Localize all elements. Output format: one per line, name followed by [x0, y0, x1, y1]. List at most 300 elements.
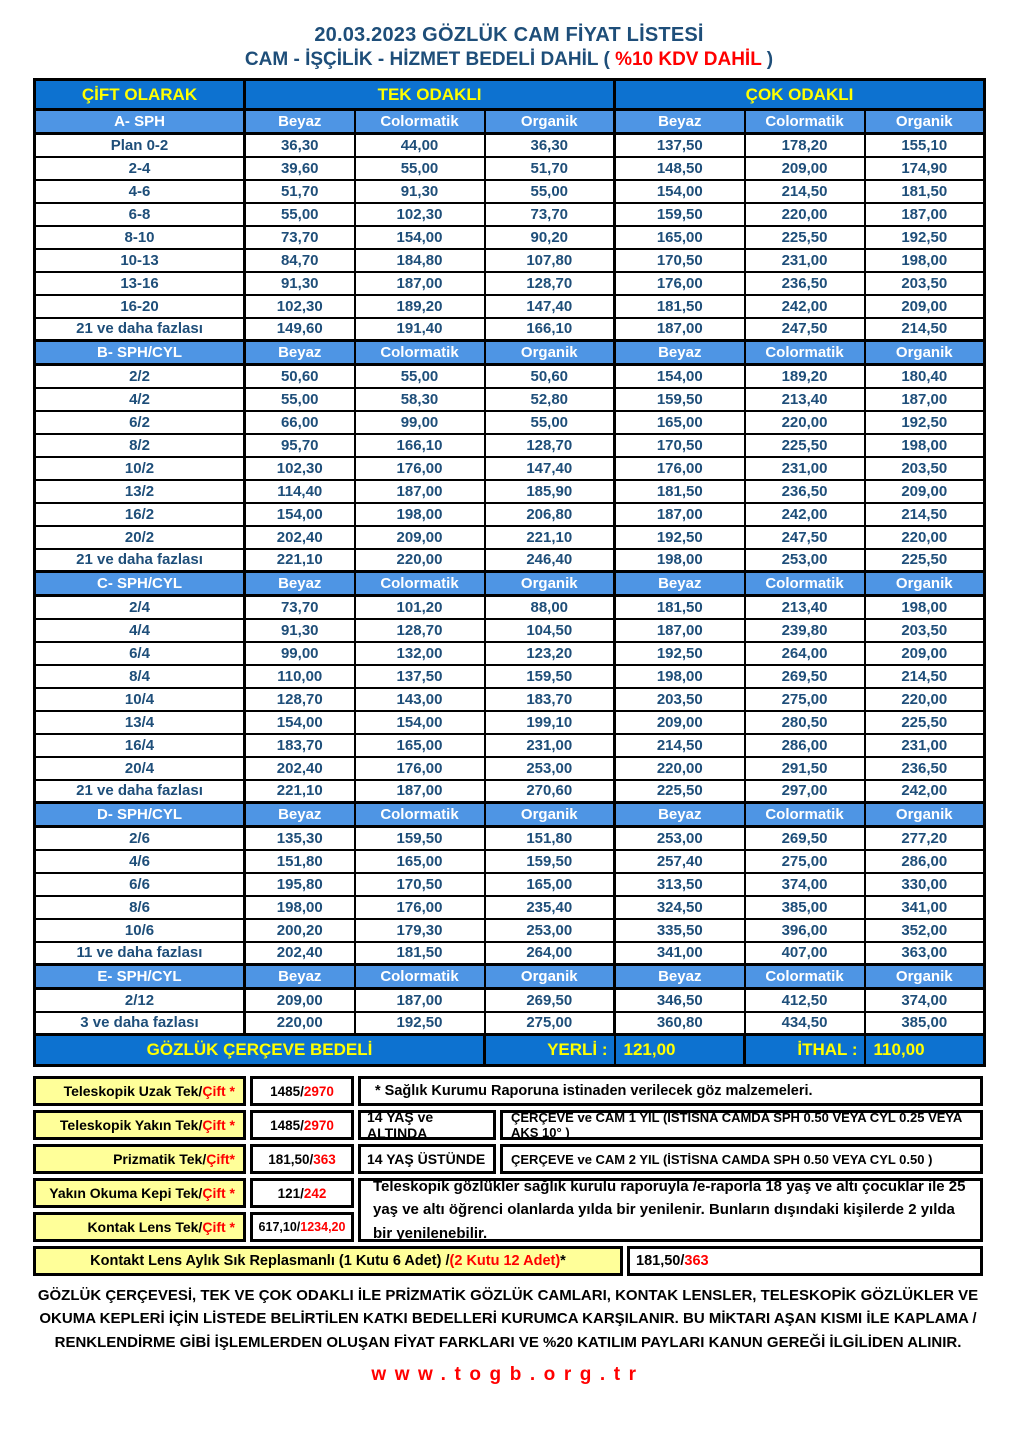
price-cell: 55,00 [355, 157, 485, 180]
section-header-row [35, 341, 985, 365]
value-text: 181,50/ [268, 1151, 314, 1167]
price-cell: 36,30 [245, 134, 355, 157]
value-text: 617,10/ [258, 1220, 301, 1234]
price-cell: 231,00 [745, 457, 865, 480]
price-cell: 221,10 [245, 549, 355, 572]
price-cell: 202,40 [245, 942, 355, 965]
price-cell: 159,50 [615, 388, 745, 411]
price-cell: 128,70 [355, 619, 485, 642]
price-cell: 209,00 [865, 480, 985, 503]
sub-header: Beyaz [245, 803, 355, 827]
telescope-renewal-note: Teleskopik gözlükler sağlık kurulu raporuyla /e-raporla 18 yaş ve altı çocuklar ile 25 yaş ve altı öğrenci olanlarda yılda bir yenilenir. Bunların dışındaki kişilerde 2 yılda bir yenilenebilir. [358, 1178, 983, 1242]
price-cell: 104,50 [485, 619, 615, 642]
value-accent: 2970 [303, 1117, 334, 1133]
price-cell: 220,00 [865, 526, 985, 549]
sub-header: Beyaz [615, 110, 745, 134]
price-cell: 55,00 [355, 365, 485, 388]
price-cell: 253,00 [485, 757, 615, 780]
sub-header: Organik [865, 803, 985, 827]
yerli-label: YERLİ : [485, 1035, 615, 1066]
price-cell: 107,80 [485, 249, 615, 272]
sub-header: Colormatik [745, 341, 865, 365]
price-cell: 221,10 [485, 526, 615, 549]
price-row [35, 134, 985, 157]
value-accent: 242 [303, 1185, 327, 1201]
section-name: B- SPH/CYL [35, 341, 245, 365]
price-row [35, 873, 985, 896]
row-label: 4-6 [35, 180, 245, 203]
price-cell: 159,50 [355, 827, 485, 850]
price-row [35, 318, 985, 341]
row-label: 11 ve daha fazlası [35, 942, 245, 965]
price-cell: 231,00 [865, 734, 985, 757]
price-cell: 151,80 [485, 827, 615, 850]
price-row [35, 365, 985, 388]
ithal-label: İTHAL : [745, 1035, 865, 1066]
price-cell: 214,50 [865, 665, 985, 688]
price-cell: 195,80 [245, 873, 355, 896]
price-cell: 73,70 [245, 226, 355, 249]
price-cell: 155,10 [865, 134, 985, 157]
value-accent: 2970 [303, 1083, 334, 1099]
price-cell: 101,20 [355, 596, 485, 619]
price-cell: 198,00 [865, 434, 985, 457]
price-cell: 51,70 [485, 157, 615, 180]
price-row [35, 249, 985, 272]
price-cell: 181,50 [865, 180, 985, 203]
sub-header: Colormatik [355, 803, 485, 827]
price-cell: 291,50 [745, 757, 865, 780]
age-note-over-14: ÇERÇEVE ve CAM 2 YIL (İSTİSNA CAMDA SPH 0.50 VEYA CYL 0.50 ) [500, 1144, 983, 1174]
price-cell: 264,00 [485, 942, 615, 965]
price-row [35, 989, 985, 1012]
row-label: 2/4 [35, 596, 245, 619]
section-header-row [35, 572, 985, 596]
price-cell: 181,50 [615, 480, 745, 503]
price-cell: 99,00 [355, 411, 485, 434]
price-cell: 192,50 [355, 1012, 485, 1035]
website-url: www.togb.org.tr [371, 1363, 645, 1385]
sub-header: Beyaz [245, 572, 355, 596]
price-cell: 236,50 [865, 757, 985, 780]
price-cell: 286,00 [865, 850, 985, 873]
price-cell: 176,00 [615, 272, 745, 295]
label-accent: Çift * [202, 1117, 235, 1133]
price-cell: 286,00 [745, 734, 865, 757]
price-cell: 324,50 [615, 896, 745, 919]
price-cell: 269,50 [745, 827, 865, 850]
price-cell: 90,20 [485, 226, 615, 249]
price-row [35, 388, 985, 411]
price-cell: 209,00 [745, 157, 865, 180]
price-cell: 102,30 [245, 457, 355, 480]
section-name: C- SPH/CYL [35, 572, 245, 596]
row-label: 8/4 [35, 665, 245, 688]
special-label [33, 1076, 246, 1106]
price-cell: 165,00 [355, 850, 485, 873]
row-label: 6-8 [35, 203, 245, 226]
row-label: 20/2 [35, 526, 245, 549]
price-cell: 220,00 [865, 688, 985, 711]
row-label: 2-4 [35, 157, 245, 180]
price-cell: 203,50 [865, 457, 985, 480]
price-cell: 176,00 [615, 457, 745, 480]
row-label: 8-10 [35, 226, 245, 249]
sub-header: Beyaz [615, 572, 745, 596]
label-suffix: * [560, 1253, 566, 1269]
price-cell: 412,50 [745, 989, 865, 1012]
value-text: 1485/ [270, 1083, 304, 1099]
price-cell: 236,50 [745, 480, 865, 503]
special-rows-with-telescope-note [33, 1178, 983, 1242]
price-cell: 181,50 [355, 942, 485, 965]
price-cell: 214,50 [615, 734, 745, 757]
price-cell: 187,00 [615, 318, 745, 341]
price-cell: 335,50 [615, 919, 745, 942]
sub-header: Colormatik [355, 110, 485, 134]
row-label: 4/6 [35, 850, 245, 873]
price-row [35, 688, 985, 711]
price-cell: 202,40 [245, 757, 355, 780]
price-cell: 52,80 [485, 388, 615, 411]
price-cell: 187,00 [615, 503, 745, 526]
price-cell: 192,50 [615, 642, 745, 665]
special-row-kontak-lens [33, 1212, 354, 1242]
price-cell: 360,80 [615, 1012, 745, 1035]
price-cell: 235,40 [485, 896, 615, 919]
price-cell: 198,00 [615, 549, 745, 572]
section-header-row [35, 110, 985, 134]
price-cell: 170,50 [355, 873, 485, 896]
section-header-row [35, 965, 985, 989]
price-cell: 247,50 [745, 526, 865, 549]
price-cell: 220,00 [615, 757, 745, 780]
special-row-prizmatik [33, 1144, 983, 1174]
price-cell: 184,80 [355, 249, 485, 272]
price-cell: 154,00 [615, 180, 745, 203]
price-cell: 183,70 [485, 688, 615, 711]
price-row [35, 1012, 985, 1035]
price-cell: 220,00 [245, 1012, 355, 1035]
price-cell: 187,00 [355, 989, 485, 1012]
row-label: 8/6 [35, 896, 245, 919]
price-cell: 275,00 [745, 688, 865, 711]
sub-header: Beyaz [245, 965, 355, 989]
sub-header: Beyaz [245, 341, 355, 365]
sub-header: Organik [865, 965, 985, 989]
price-cell: 385,00 [865, 1012, 985, 1035]
price-row [35, 434, 985, 457]
price-cell: 55,00 [245, 203, 355, 226]
yerli-value: 121,00 [615, 1035, 745, 1066]
price-cell: 236,50 [745, 272, 865, 295]
sub-header: Organik [485, 803, 615, 827]
price-cell: 213,40 [745, 596, 865, 619]
row-label: 13/2 [35, 480, 245, 503]
price-cell: 191,40 [355, 318, 485, 341]
row-label: Plan 0-2 [35, 134, 245, 157]
price-row [35, 896, 985, 919]
price-cell: 346,50 [615, 989, 745, 1012]
price-cell: 165,00 [355, 734, 485, 757]
special-label [33, 1212, 246, 1242]
special-value [250, 1144, 354, 1174]
price-cell: 178,20 [745, 134, 865, 157]
price-cell: 269,50 [485, 989, 615, 1012]
price-cell: 55,00 [485, 180, 615, 203]
price-cell: 231,00 [745, 249, 865, 272]
col-header-cift-olarak: ÇİFT OLARAK [35, 80, 245, 110]
special-row-teleskopik-yakin [33, 1110, 983, 1140]
price-cell: 170,50 [615, 434, 745, 457]
price-cell: 209,00 [865, 295, 985, 318]
price-cell: 183,70 [245, 734, 355, 757]
sub-header: Beyaz [615, 803, 745, 827]
price-cell: 95,70 [245, 434, 355, 457]
price-cell: 137,50 [615, 134, 745, 157]
price-row [35, 203, 985, 226]
price-cell: 221,10 [245, 780, 355, 803]
price-cell: 203,50 [865, 619, 985, 642]
sub-header: Organik [865, 572, 985, 596]
sub-header: Beyaz [615, 341, 745, 365]
row-label: 8/2 [35, 434, 245, 457]
price-cell: 159,50 [615, 203, 745, 226]
price-cell: 192,50 [615, 526, 745, 549]
price-cell: 181,50 [615, 596, 745, 619]
price-cell: 363,00 [865, 942, 985, 965]
price-cell: 123,20 [485, 642, 615, 665]
price-cell: 151,80 [245, 850, 355, 873]
contact-lens-value [627, 1246, 983, 1276]
price-cell: 198,00 [865, 249, 985, 272]
price-cell: 253,00 [745, 549, 865, 572]
price-cell: 247,50 [745, 318, 865, 341]
report-note: * Sağlık Kurumu Raporuna istinaden verilecek göz malzemeleri. [358, 1076, 983, 1106]
price-cell: 114,40 [245, 480, 355, 503]
price-cell: 185,90 [485, 480, 615, 503]
price-cell: 39,60 [245, 157, 355, 180]
row-label: 13/4 [35, 711, 245, 734]
price-cell: 154,00 [245, 711, 355, 734]
price-row [35, 942, 985, 965]
price-cell: 374,00 [745, 873, 865, 896]
row-label: 6/4 [35, 642, 245, 665]
special-label [33, 1178, 246, 1208]
price-cell: 180,40 [865, 365, 985, 388]
price-cell: 135,30 [245, 827, 355, 850]
price-cell: 396,00 [745, 919, 865, 942]
special-value [250, 1076, 354, 1106]
col-header-tek-odakli: TEK ODAKLI [245, 80, 615, 110]
price-row [35, 295, 985, 318]
price-cell: 187,00 [355, 780, 485, 803]
price-cell: 165,00 [615, 226, 745, 249]
price-row [35, 850, 985, 873]
price-cell: 264,00 [745, 642, 865, 665]
row-label: 16/2 [35, 503, 245, 526]
row-label: 16/4 [35, 734, 245, 757]
price-cell: 341,00 [615, 942, 745, 965]
price-cell: 275,00 [485, 1012, 615, 1035]
price-cell: 165,00 [485, 873, 615, 896]
price-cell: 352,00 [865, 919, 985, 942]
price-cell: 88,00 [485, 596, 615, 619]
price-cell: 199,10 [485, 711, 615, 734]
contact-lens-row [33, 1246, 983, 1276]
price-cell: 132,00 [355, 642, 485, 665]
price-cell: 202,40 [245, 526, 355, 549]
value-accent: 1234,20 [300, 1220, 346, 1234]
price-cell: 189,20 [745, 365, 865, 388]
price-cell: 154,00 [355, 226, 485, 249]
price-cell: 44,00 [355, 134, 485, 157]
sub-header: Colormatik [745, 965, 865, 989]
row-label: 2/12 [35, 989, 245, 1012]
price-row [35, 157, 985, 180]
row-label: 10/6 [35, 919, 245, 942]
price-cell: 58,30 [355, 388, 485, 411]
price-cell: 165,00 [615, 411, 745, 434]
price-row [35, 827, 985, 850]
price-row [35, 711, 985, 734]
special-row-teleskopik-uzak [33, 1076, 983, 1106]
price-cell: 102,30 [245, 295, 355, 318]
price-cell: 203,50 [865, 272, 985, 295]
label-accent: Çift * [202, 1185, 235, 1201]
price-cell: 50,60 [485, 365, 615, 388]
label-accent: Çift * [202, 1083, 235, 1099]
price-cell: 277,20 [865, 827, 985, 850]
price-cell: 270,60 [485, 780, 615, 803]
price-cell: 269,50 [745, 665, 865, 688]
price-row [35, 480, 985, 503]
price-cell: 176,00 [355, 757, 485, 780]
value-text: 1485/ [270, 1117, 304, 1133]
sub-header: Organik [485, 572, 615, 596]
page-subtitle [33, 49, 985, 71]
price-cell: 280,50 [745, 711, 865, 734]
price-cell: 206,80 [485, 503, 615, 526]
price-cell: 166,10 [485, 318, 615, 341]
price-cell: 209,00 [355, 526, 485, 549]
label-text: Teleskopik Yakın Tek/ [59, 1117, 203, 1133]
section-name: D- SPH/CYL [35, 803, 245, 827]
price-cell: 110,00 [245, 665, 355, 688]
price-cell: 128,70 [485, 272, 615, 295]
row-label: 6/2 [35, 411, 245, 434]
price-cell: 187,00 [865, 203, 985, 226]
row-label: 2/6 [35, 827, 245, 850]
price-cell: 147,40 [485, 295, 615, 318]
price-cell: 253,00 [485, 919, 615, 942]
price-cell: 128,70 [485, 434, 615, 457]
row-label: 6/6 [35, 873, 245, 896]
price-row [35, 780, 985, 803]
price-cell: 128,70 [245, 688, 355, 711]
price-cell: 407,00 [745, 942, 865, 965]
price-row [35, 619, 985, 642]
sub-header: Beyaz [615, 965, 745, 989]
sub-header: Beyaz [245, 110, 355, 134]
price-cell: 154,00 [245, 503, 355, 526]
price-cell: 102,30 [355, 203, 485, 226]
sub-header: Organik [485, 965, 615, 989]
price-row [35, 734, 985, 757]
price-cell: 253,00 [615, 827, 745, 850]
price-cell: 159,50 [485, 665, 615, 688]
price-cell: 170,50 [615, 249, 745, 272]
price-table [33, 78, 986, 1067]
price-cell: 55,00 [245, 388, 355, 411]
price-cell: 91,30 [355, 180, 485, 203]
price-cell: 225,50 [865, 549, 985, 572]
special-label [33, 1144, 246, 1174]
price-row [35, 526, 985, 549]
price-row [35, 180, 985, 203]
price-cell: 242,00 [745, 295, 865, 318]
age-label-over-14: 14 YAŞ ÜSTÜNDE [358, 1144, 496, 1174]
sub-header: Colormatik [745, 803, 865, 827]
page-title: 20.03.2023 GÖZLÜK CAM FİYAT LİSTESİ [314, 24, 704, 46]
row-label: 21 ve daha fazlası [35, 318, 245, 341]
price-cell: 341,00 [865, 896, 985, 919]
frame-price-label: GÖZLÜK ÇERÇEVE BEDELİ [35, 1035, 485, 1066]
age-label-under-14: 14 YAŞ ve ALTINDA [358, 1110, 496, 1140]
row-label: 3 ve daha fazlası [35, 1012, 245, 1035]
special-row-yakin-okuma [33, 1178, 354, 1208]
row-label: 10/2 [35, 457, 245, 480]
sub-header: Organik [865, 341, 985, 365]
price-cell: 143,00 [355, 688, 485, 711]
frame-price-row [35, 1035, 985, 1066]
row-label: 4/2 [35, 388, 245, 411]
label-text: Kontak Lens Tek/ [87, 1219, 203, 1235]
price-cell: 242,00 [865, 780, 985, 803]
price-cell: 220,00 [745, 203, 865, 226]
row-label: 16-20 [35, 295, 245, 318]
row-label: 4/4 [35, 619, 245, 642]
price-cell: 246,40 [485, 549, 615, 572]
special-items-section [33, 1076, 983, 1276]
row-label: 2/2 [35, 365, 245, 388]
price-cell: 187,00 [615, 619, 745, 642]
price-cell: 187,00 [865, 388, 985, 411]
section-name: A- SPH [35, 110, 245, 134]
price-cell: 214,50 [745, 180, 865, 203]
label-accent: Çift* [206, 1151, 235, 1167]
price-row [35, 503, 985, 526]
price-cell: 220,00 [745, 411, 865, 434]
price-cell: 239,80 [745, 619, 865, 642]
price-cell: 203,50 [615, 688, 745, 711]
price-cell: 50,60 [245, 365, 355, 388]
price-cell: 374,00 [865, 989, 985, 1012]
price-cell: 198,00 [865, 596, 985, 619]
subtitle-prefix: CAM - İŞÇİLİK - HİZMET BEDELİ DAHİL ( [244, 49, 616, 70]
sub-header: Colormatik [745, 110, 865, 134]
ithal-value: 110,00 [865, 1035, 985, 1066]
price-row [35, 272, 985, 295]
section-header-row [35, 803, 985, 827]
price-cell: 189,20 [355, 295, 485, 318]
group-header-row [35, 80, 985, 110]
price-cell: 174,90 [865, 157, 985, 180]
value-accent: 363 [684, 1253, 709, 1269]
price-cell: 159,50 [485, 850, 615, 873]
price-cell: 385,00 [745, 896, 865, 919]
price-row [35, 549, 985, 572]
